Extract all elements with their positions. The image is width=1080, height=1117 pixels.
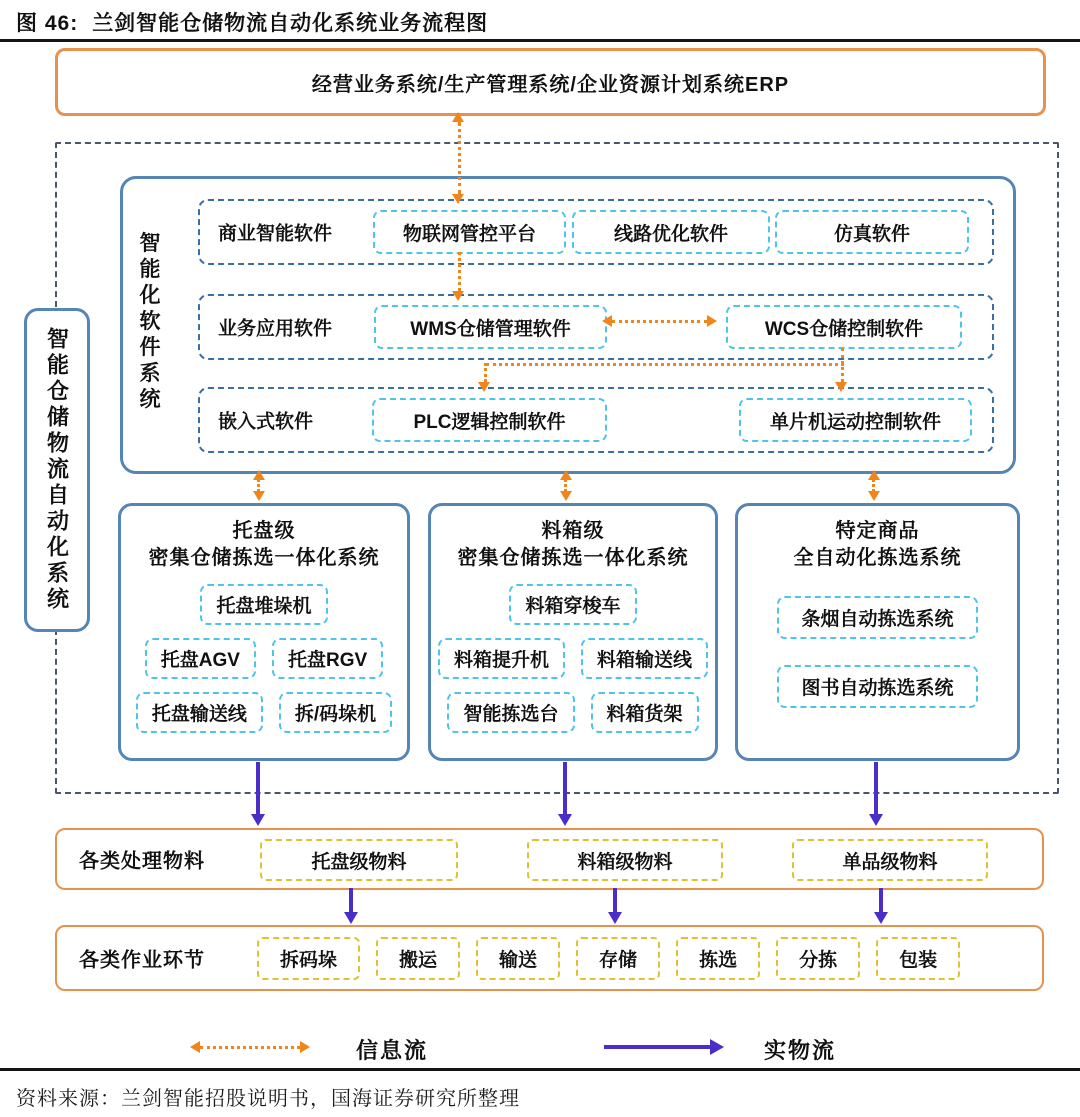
physical-flow-arrowhead: [344, 912, 358, 924]
figure-title-text: 兰剑智能仓储物流自动化系统业务流程图: [92, 12, 489, 35]
legend-physical-flow-label: 实物流: [764, 1038, 837, 1063]
subsystem-item: 智能拣选台: [447, 692, 574, 733]
operations-box: [55, 925, 1044, 991]
physical-flow-arrow: [256, 762, 260, 816]
info-flow-arrowhead: [253, 491, 265, 501]
subsystem-title: 特定商品 全自动化拣选系统: [793, 520, 962, 569]
software-item: 仿真软件: [775, 210, 969, 254]
subsystem-item: 料箱输送线: [581, 638, 708, 679]
software-item: 线路优化软件: [572, 210, 770, 254]
software-system-label-box: [133, 232, 163, 419]
subsystem-item: 料箱货架: [591, 692, 699, 733]
materials-box: [55, 828, 1044, 890]
operation-item: 搬运: [376, 937, 460, 980]
subsystem-tote-box: [428, 503, 718, 761]
material-item: 料箱级物料: [527, 839, 723, 881]
info-flow-arrowhead: [835, 382, 847, 392]
physical-flow-arrow: [613, 888, 617, 914]
operation-item: 拣选: [676, 937, 760, 980]
physical-flow-arrowhead: [874, 912, 888, 924]
category-label: 商业智能软件: [218, 223, 333, 245]
erp-box: [55, 48, 1046, 116]
physical-flow-arrowhead: [251, 814, 265, 826]
legend-physical-arrowhead: [710, 1039, 724, 1055]
physical-flow-arrow: [874, 762, 878, 816]
physical-flow-arrowhead: [608, 912, 622, 924]
subsystem-item: 托盘RGV: [272, 638, 383, 679]
physical-flow-arrow: [349, 888, 353, 914]
software-system-label: 智能化软件系统: [137, 231, 160, 414]
material-item: 单品级物料: [792, 839, 988, 881]
software-item: 物联网管控平台: [373, 210, 566, 254]
info-flow-arrow-erp-iot: [458, 122, 461, 194]
software-item: PLC逻辑控制软件: [372, 398, 607, 442]
subsystem-item: 图书自动拣选系统: [777, 665, 977, 708]
physical-flow-arrowhead: [558, 814, 572, 826]
physical-flow-arrow: [879, 888, 883, 914]
category-label: 业务应用软件: [218, 318, 333, 340]
physical-flow-arrow: [563, 762, 567, 816]
subsystem-item: 拆/码垛机: [279, 692, 392, 733]
operations-label: 各类作业环节: [79, 949, 205, 972]
subsystem-item: 托盘堆垛机: [200, 584, 327, 625]
subsystem-specific-goods-box: [735, 503, 1020, 761]
figure-number: 图 46:: [16, 12, 79, 35]
info-flow-arrowhead: [707, 315, 717, 327]
title-underline: [0, 39, 1080, 42]
info-flow-arrowhead: [452, 291, 464, 301]
legend-info-flow-arrow: [200, 1046, 300, 1049]
operation-item: 输送: [476, 937, 560, 980]
info-flow-arrow-iot-wms: [458, 252, 461, 291]
legend-info-flow-label: 信息流: [356, 1038, 429, 1063]
operation-item: 包装: [876, 937, 960, 980]
info-flow-arrowhead: [478, 382, 490, 392]
figure-title: [16, 7, 488, 37]
source-separator: [0, 1068, 1080, 1071]
subsystem-item: 条烟自动拣选系统: [777, 596, 977, 639]
subsystem-item: 托盘输送线: [136, 692, 263, 733]
info-flow-arrow-wcs-plc: [484, 363, 487, 382]
legend-info-arrowhead: [190, 1041, 200, 1053]
subsystem-title: 料箱级 密集仓储拣选一体化系统: [457, 520, 689, 569]
materials-label: 各类处理物料: [79, 850, 205, 873]
info-flow-arrow-wcs-branch: [486, 363, 844, 366]
operation-item: 拆码垛: [257, 937, 360, 980]
software-row-business-application: [198, 294, 994, 360]
physical-flow-arrowhead: [869, 814, 883, 826]
source-note: 资料来源：兰剑智能招股说明书，国海证券研究所整理: [16, 1088, 520, 1110]
operation-item: 分拣: [776, 937, 860, 980]
info-flow-arrowhead: [452, 112, 464, 122]
system-side-label-box: [24, 308, 90, 632]
software-row-business-intelligence: [198, 199, 994, 265]
subsystem-pallet-box: [118, 503, 410, 761]
operation-item: 存储: [576, 937, 660, 980]
software-item: WCS仓储控制软件: [726, 305, 962, 349]
info-flow-arrowhead: [560, 491, 572, 501]
software-item: WMS仓储管理软件: [374, 305, 607, 349]
info-flow-arrow-wms-wcs: [612, 320, 707, 323]
legend-info-arrowhead: [300, 1041, 310, 1053]
legend-physical-flow-arrow: [604, 1045, 712, 1049]
info-flow-arrowhead: [868, 491, 880, 501]
category-label: 嵌入式软件: [218, 411, 314, 433]
subsystem-title: 托盘级 密集仓储拣选一体化系统: [148, 520, 380, 569]
software-row-embedded: [198, 387, 994, 453]
software-system-box: [120, 176, 1016, 474]
software-item: 单片机运动控制软件: [739, 398, 972, 442]
info-flow-arrowhead: [602, 315, 612, 327]
subsystem-item: 托盘AGV: [145, 638, 256, 679]
subsystem-item: 料箱穿梭车: [509, 584, 636, 625]
system-side-label: 智能仓储物流自动化系统: [44, 327, 70, 613]
subsystem-item: 料箱提升机: [438, 638, 565, 679]
erp-label: 经营业务系统/生产管理系统/企业资源计划系统ERP: [311, 73, 790, 96]
material-item: 托盘级物料: [260, 839, 458, 881]
info-flow-arrowhead: [452, 194, 464, 204]
